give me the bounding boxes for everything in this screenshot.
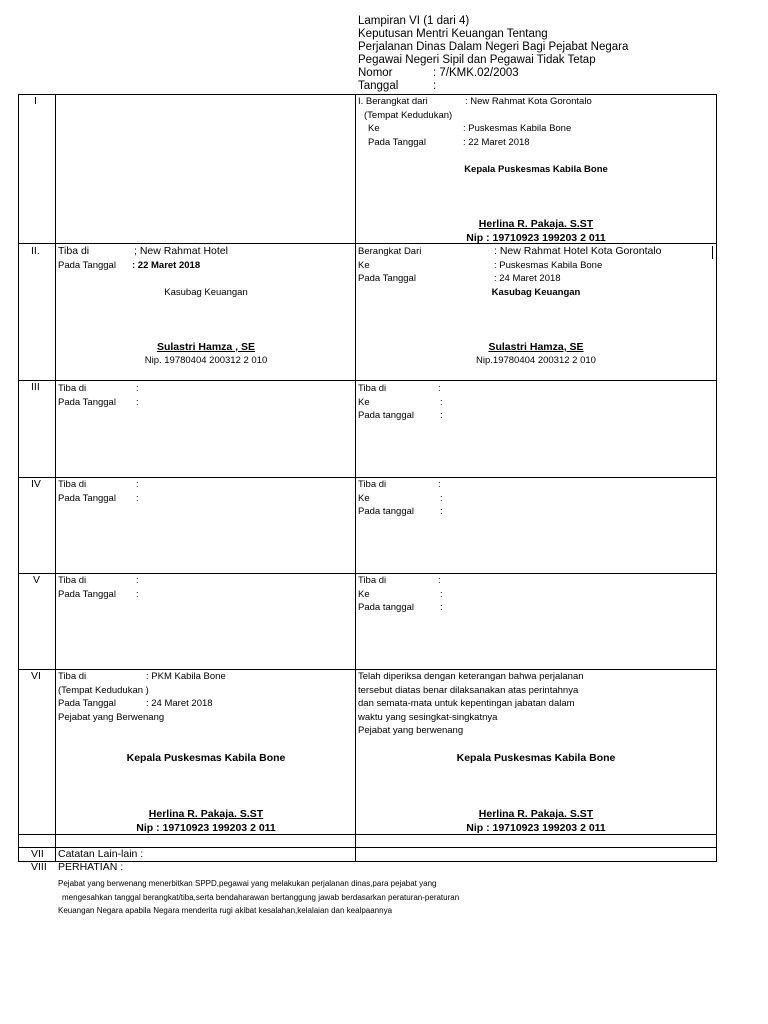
colon: : (440, 602, 443, 613)
signer-nip: Nip : 19710923 199203 2 011 (136, 822, 276, 834)
pada-tanggal-value: : 22 Maret 2018 (463, 137, 530, 148)
grid-line (18, 573, 717, 574)
grid-line (18, 669, 717, 670)
ke-label: Ke (358, 493, 370, 504)
verification-line: waktu yang sesingkat-singkatnya (358, 712, 498, 723)
pada-tanggal-label: Pada Tanggal (358, 273, 416, 284)
signer-nip: Nip : 19710923 199203 2 011 (466, 822, 606, 834)
tiba-value: : PKM Kabila Bone (146, 671, 226, 682)
ke-value: : Puskesmas Kabila Bone (494, 260, 603, 271)
tiba-value: ; New Rahmat Hotel (134, 245, 228, 257)
signer-title: Kepala Puskesmas Kabila Bone (456, 752, 616, 764)
colon: : (440, 493, 443, 504)
colon: : (440, 506, 443, 517)
ke-label: Ke (358, 589, 370, 600)
verification-line: Telah diperiksa dengan keterangan bahwa perjalanan (358, 671, 584, 682)
verification-line: dan semata-mata untuk kepentingan jabatan dalam (358, 698, 575, 709)
signer-nip: Nip. 19780404 200312 2 010 (144, 355, 268, 366)
pada-tanggal-label: Pada Tanggal (58, 397, 116, 408)
colon: : (440, 397, 443, 408)
colon: : (136, 397, 139, 408)
berangkat-label: Berangkat Dari (358, 246, 422, 257)
berangkat-value: : New Rahmat Hotel Kota Gorontalo (494, 245, 662, 257)
tiba-label: Tiba di (358, 383, 387, 394)
header-lampiran: Lampiran VI (1 dari 4) (358, 15, 470, 27)
row-number: VIII (31, 861, 47, 873)
pejabat-label: Pejabat yang berwenang (358, 725, 464, 736)
pada-tanggal-value: : 24 Maret 2018 (146, 698, 213, 709)
tiba-label: Tiba di (358, 479, 387, 490)
row-number: VI (31, 670, 41, 682)
tiba-label: Tiba di (358, 575, 387, 586)
colon: : (136, 589, 139, 600)
grid-line (716, 94, 717, 862)
colon: : (440, 410, 443, 421)
signer-name: Herlina R. Pakaja. S.ST (478, 808, 594, 820)
tiba-label: Tiba di (58, 383, 87, 394)
pejabat-label: Pejabat yang Berwenang (58, 712, 165, 723)
colon: : (440, 589, 443, 600)
perhatian-line: mengesahkan tanggal berangkat/tiba,serta bendaharawan bertanggung jawab berdasarkan peraturan-peraturan (62, 893, 460, 902)
ke-value: : Puskesmas Kabila Bone (463, 123, 572, 134)
tiba-label: Tiba di (58, 479, 87, 490)
row-number: VII (31, 848, 44, 860)
row-number: III (31, 381, 40, 393)
ke-label: Ke (358, 397, 370, 408)
pada-tanggal-label: Pada Tanggal (58, 493, 116, 504)
tiba-label: Tiba di (58, 245, 90, 257)
header-tanggal-label: Tanggal (358, 80, 399, 92)
grid-line (355, 94, 356, 862)
pada-tanggal-value: : 24 Maret 2018 (494, 273, 561, 284)
tiba-label: Tiba di (58, 671, 87, 682)
colon: : (136, 575, 139, 586)
verification-line: tersebut diatas benar dilaksanakan atas perintahnya (358, 685, 579, 696)
pada-tanggal-label: Pada Tanggal (368, 137, 426, 148)
pada-tanggal-label: Pada tanggal (358, 602, 414, 613)
signer-title: Kasubag Keuangan (164, 287, 248, 298)
colon: : (136, 493, 139, 504)
pada-tanggal-label: Pada tanggal (358, 410, 414, 421)
row-number: V (33, 574, 41, 586)
ke-label: Ke (358, 260, 370, 271)
pada-tanggal-label: Pada Tanggal (58, 698, 116, 709)
pada-tanggal-value: : 22 Maret 2018 (132, 260, 201, 271)
colon: : (438, 575, 441, 586)
grid-line (18, 94, 19, 862)
signer-name: Sulastri Hamza , SE (156, 341, 256, 353)
grid-line (55, 94, 56, 862)
perhatian-label: PERHATIAN : (58, 861, 124, 873)
row-number: IV (31, 478, 41, 490)
berangkat-label: I. Berangkat dari (358, 96, 428, 107)
row-number: II. (31, 245, 40, 257)
header-perjalanan: Perjalanan Dinas Dalam Negeri Bagi Pejabat Negara (358, 41, 629, 53)
pada-tanggal-label: Pada tanggal (358, 506, 414, 517)
colon: : (438, 383, 441, 394)
header-tanggal-value: : (433, 80, 437, 92)
header-nomor-value: : 7/KMK.02/2003 (433, 67, 519, 79)
ke-label: Ke (368, 123, 380, 134)
header-keputusan: Keputusan Mentri Keuangan Tentang (358, 28, 548, 40)
row-number: I (34, 95, 37, 107)
colon: : (136, 383, 139, 394)
signer-title: Kasubag Keuangan (491, 287, 581, 298)
grid-line (18, 477, 717, 478)
catatan-label: Catatan Lain-lain : (58, 848, 144, 860)
perhatian-line: Keuangan Negara apabila Negara menderita rugi akibat kesalahan,kelalaian dan kealpaannya (58, 906, 393, 915)
colon: : (136, 479, 139, 490)
signer-name: Sulastri Hamza, SE (488, 341, 584, 353)
colon: : (438, 479, 441, 490)
signer-title: Kepala Puskesmas Kabila Bone (126, 752, 286, 764)
signer-nip: Nip : 19710923 199203 2 011 (466, 232, 606, 244)
signer-name: Herlina R. Pakaja. S.ST (478, 218, 594, 230)
signer-name: Herlina R. Pakaja. S.ST (148, 808, 264, 820)
grid-line (18, 380, 717, 381)
header-nomor-label: Nomor (358, 67, 393, 79)
header-pegawai: Pegawai Negeri Sipil dan Pegawai Tidak Tetap (358, 54, 596, 66)
tempat-kedudukan: (Tempat Kedudukan) (364, 110, 453, 121)
tempat-kedudukan: (Tempat Kedudukan ) (58, 685, 149, 696)
perhatian-line: Pejabat yang berwenang menerbitkan SPPD,pegawai yang melakukan perjalanan dinas,para pejabat yang (58, 879, 437, 888)
grid-line (18, 94, 717, 95)
signer-nip: Nip.19780404 200312 2 010 (476, 355, 596, 366)
pada-tanggal-label: Pada Tanggal (58, 260, 116, 271)
berangkat-value: : New Rahmat Kota Gorontalo (465, 96, 592, 107)
cursor-mark (712, 246, 713, 259)
tiba-label: Tiba di (58, 575, 87, 586)
signer-title: Kepala Puskesmas Kabila Bone (464, 164, 608, 175)
pada-tanggal-label: Pada Tanggal (58, 589, 116, 600)
